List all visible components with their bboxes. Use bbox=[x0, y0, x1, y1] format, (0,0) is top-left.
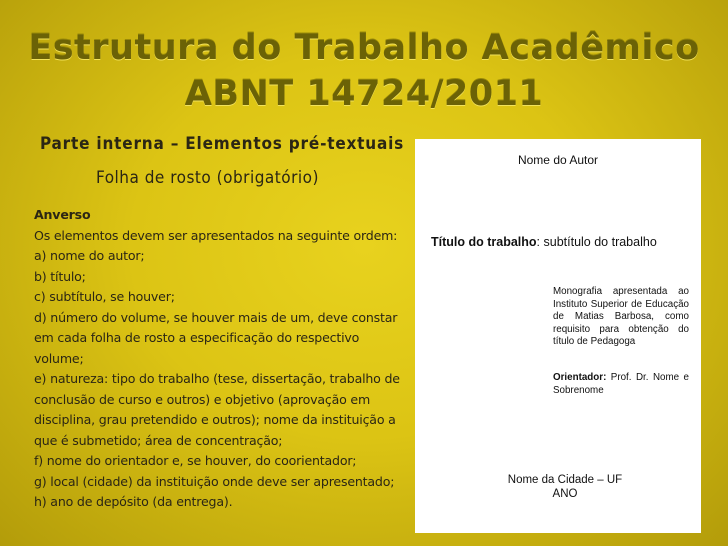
card-city: Nome da Cidade – UF bbox=[507, 474, 623, 486]
body-line: que é submetido; área de concentração; bbox=[34, 432, 283, 448]
body-line: h) ano de depósito (da entrega). bbox=[34, 494, 233, 509]
body-line: f) nome do orientador e, se houver, do coorientador; bbox=[34, 453, 357, 468]
card-advisor-label: Orientador: bbox=[553, 372, 607, 383]
card-author: Nome do Autor bbox=[517, 153, 599, 167]
body-line: disciplina, grau pretendido e outros); nome da instituição a bbox=[34, 412, 396, 427]
body-line: a) nome do autor; bbox=[34, 248, 145, 263]
card-advisor-name: Prof. Dr. Nome e Sobrenome bbox=[553, 372, 689, 396]
card-nature-text: Monografia apresentada ao Instituto Superior de Educação de Matias Barbosa, como requisito para obtenção do título de Pedagoga bbox=[553, 286, 689, 347]
title-page-example-card bbox=[415, 139, 701, 533]
body-text-block bbox=[34, 205, 406, 513]
card-year: ANO bbox=[552, 488, 578, 500]
body-line: g) local (cidade) da instituição onde deve ser apresentado; bbox=[34, 473, 395, 489]
body-line: c) subtítulo, se houver; bbox=[34, 289, 175, 304]
card-work-title bbox=[431, 235, 701, 249]
body-line: volume; bbox=[34, 350, 84, 366]
body-line: em cada folha de rosto a especificação do respectivo bbox=[34, 330, 360, 345]
slide-title-line2: ABNT 14724/2011 bbox=[184, 74, 544, 114]
card-title-bold: Título do trabalho bbox=[431, 235, 537, 249]
section-heading: Parte interna – Elementos pré-textuais bbox=[40, 134, 405, 154]
body-line: conclusão de curso e outros) e objetivo (aprovação em bbox=[34, 391, 371, 407]
slide-title-line1: Estrutura do Trabalho Acadêmico bbox=[28, 28, 700, 68]
body-line: b) título; bbox=[34, 268, 86, 284]
body-line: d) número do volume, se houver mais de um, deve constar bbox=[34, 309, 398, 325]
anverso-heading: Anverso bbox=[34, 207, 91, 222]
card-advisor bbox=[553, 372, 689, 397]
subsection-heading: Folha de rosto (obrigatório) bbox=[96, 168, 319, 188]
body-line: Os elementos devem ser apresentados na seguinte ordem: bbox=[34, 227, 398, 243]
body-line: e) natureza: tipo do trabalho (tese, dissertação, trabalho de bbox=[34, 371, 400, 386]
card-subtitle: : subtítulo do trabalho bbox=[536, 235, 657, 249]
